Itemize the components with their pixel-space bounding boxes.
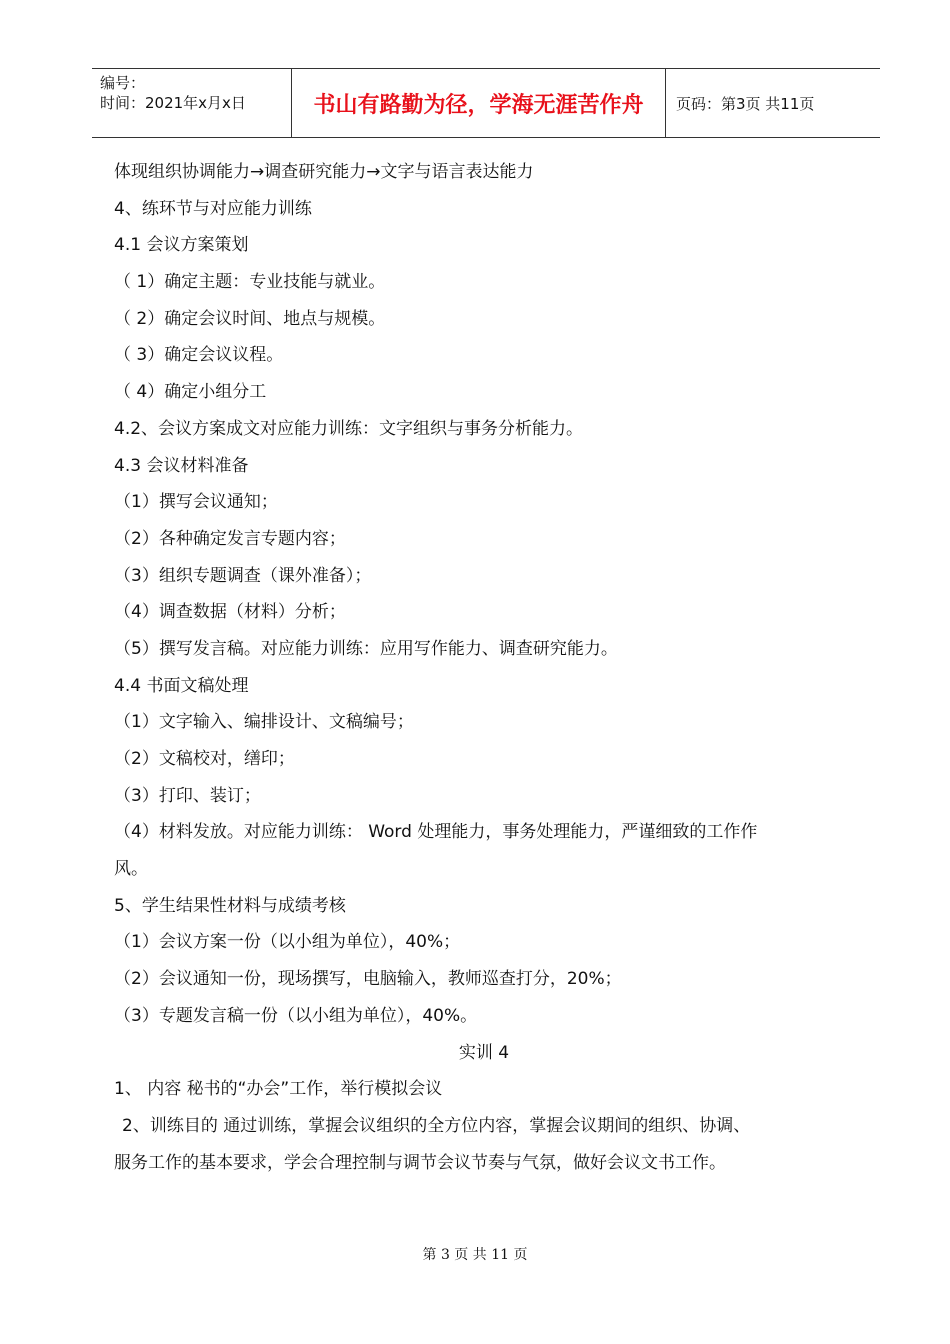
list-item: （4）材料发放。对应能力训练： Word 处理能力，事务处理能力，严谨细致的工作作 [114, 822, 758, 843]
subsection-heading: 4.3 会议材料准备 [114, 455, 249, 476]
list-item: （3）组织专题调查（课外准备）； [114, 565, 372, 586]
header-page-info: 页码：第3页 共11页 [676, 94, 815, 113]
number-label: 编号： [100, 74, 146, 92]
list-item: （1）会议方案一份（以小组为单位），40%； [114, 932, 461, 953]
chapter-title: 实训 4 [458, 1042, 510, 1063]
section-heading: 1、 内容 秘书的“办会”工作，举行模拟会议 [114, 1079, 443, 1100]
body-line: 体现组织协调能力→调查研究能力→文字与语言表达能力 [114, 162, 534, 182]
list-item: （1）撰写会议通知； [114, 492, 278, 513]
list-item: （2）会议通知一份，现场撰写，电脑输入，教师巡查打分，20%； [114, 969, 622, 990]
list-item: （2）各种确定发言专题内容； [114, 528, 346, 549]
list-item: （5）撰写发言稿。对应能力训练：应用写作能力、调查研究能力。 [114, 638, 618, 659]
section-heading: 2、训练目的 通过训练，掌握会议组织的全方位内容，掌握会议期间的组织、协调、 [122, 1115, 751, 1136]
subsection-heading: 4.2、会议方案成文对应能力训练：文字组织与事务分析能力。 [114, 418, 584, 439]
list-item: （2）文稿校对，缮印； [114, 749, 295, 769]
body-line: 服务工作的基本要求，学会合理控制与调节会议节奏与气氛，做好会议文书工作。 [114, 1152, 726, 1173]
subsection-heading: 4.1 会议方案策划 [114, 235, 249, 256]
list-item: （ 2）确定会议时间、地点与规模。 [114, 308, 386, 329]
list-item: （ 4）确定小组分工 [114, 382, 267, 403]
list-item: （3）打印、装订； [114, 785, 261, 806]
section-heading: 4、练环节与对应能力训练 [114, 198, 312, 219]
list-item: （4）调查数据（材料）分析； [114, 602, 346, 623]
section-heading: 5、学生结果性材料与成绩考核 [114, 895, 346, 916]
list-item: （ 3）确定会议议程。 [114, 345, 284, 366]
list-item: （ 1）确定主题：专业技能与就业。 [114, 272, 386, 293]
list-item-continuation: 风。 [114, 859, 148, 880]
header-meta [92, 69, 292, 137]
subsection-heading: 4.4 书面文稿处理 [114, 675, 249, 696]
header-motto: 书山有路勤为径，学海无涯苦作舟 [292, 69, 666, 137]
list-item: （3）专题发言稿一份（以小组为单位），40%。 [114, 1005, 478, 1026]
list-item: （1）文字输入、编排设计、文稿编号； [114, 712, 414, 733]
time-label: 时间：2021年x月x日 [100, 94, 246, 112]
page-footer: 第 3 页 共 11 页 [422, 1247, 528, 1263]
page-header [92, 68, 880, 138]
document-body [114, 154, 854, 1181]
